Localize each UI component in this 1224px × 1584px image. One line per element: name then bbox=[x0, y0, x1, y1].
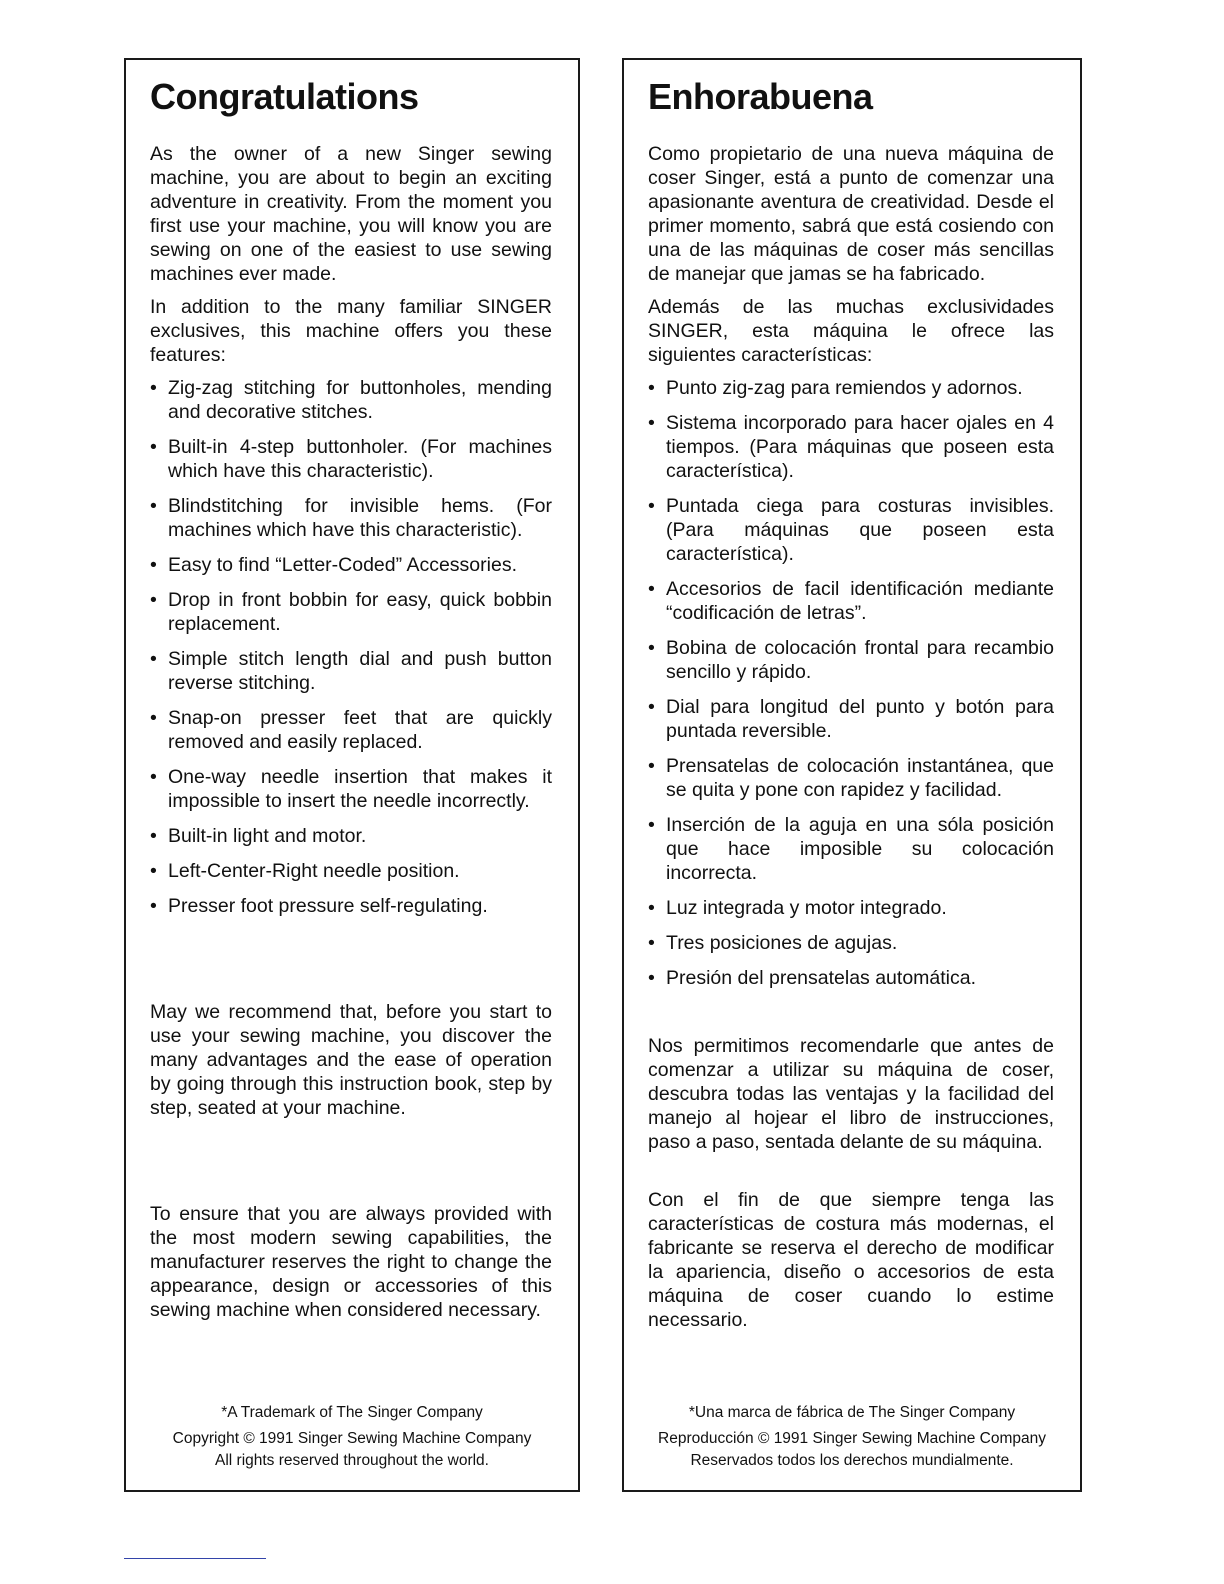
english-intro: As the owner of a new Singer sewing machine, you are about to begin an exciting adventure in creativity. From the moment you first use your machine, you will know you are sewing on one of the easiest to use sewing machines ever made. bbox=[150, 143, 552, 285]
english-reserved: All rights reserved throughout the world. bbox=[215, 1452, 489, 1469]
spanish-reserved: Reservados todos los derechos mundialmente. bbox=[690, 1452, 1014, 1469]
feature-item: • One-way needle insertion that makes it impossible to insert the needle incorrectly. bbox=[150, 765, 552, 813]
feature-item: • Prensatelas de colocación instantánea, que se quita y pone con rapidez y facilidad. bbox=[648, 754, 1054, 802]
spanish-copyright: Reproducción © 1991 Singer Sewing Machine Company bbox=[658, 1430, 1046, 1447]
feature-item: • Blindstitching for invisible hems. (For machines which have this characteristic). bbox=[150, 494, 552, 542]
feature-item: • Easy to find “Letter-Coded” Accessories. bbox=[150, 553, 552, 577]
feature-item: • Dial para longitud del punto y botón para puntada reversible. bbox=[648, 695, 1054, 743]
feature-item: • Accesorios de facil identificación mediante “codificación de letras”. bbox=[648, 577, 1054, 625]
feature-item: • Presser foot pressure self-regulating. bbox=[150, 894, 552, 918]
feature-item: • Puntada ciega para costuras invisibles. (Para máquinas que poseen esta característica). bbox=[648, 494, 1054, 566]
spanish-footer bbox=[624, 1400, 1080, 1470]
spanish-title: Enhorabuena bbox=[648, 76, 873, 117]
feature-item: • Punto zig-zag para remiendos y adornos. bbox=[648, 376, 1054, 400]
feature-item: • Bobina de colocación frontal para recambio sencillo y rápido. bbox=[648, 636, 1054, 684]
spanish-recommend: Nos permitimos recomendarle que antes de comenzar a utilizar su máquina de coser, descubra todas las ventajas y la facilidad del manejo al hojear el libro de instrucciones, paso a paso, sentada delante de su máquina. bbox=[648, 1035, 1054, 1153]
feature-item: • Tres posiciones de agujas. bbox=[648, 931, 1054, 955]
english-content bbox=[150, 76, 552, 1331]
feature-item: • Simple stitch length dial and push button reverse stitching. bbox=[150, 647, 552, 695]
english-recommend: May we recommend that, before you start to use your sewing machine, you discover the many advantages and the ease of operation by going through this instruction book, step by step, seated at your machine. bbox=[150, 1001, 552, 1119]
english-title: Congratulations bbox=[150, 76, 419, 117]
spanish-feature-list bbox=[648, 376, 1054, 990]
feature-item: • Sistema incorporado para hacer ojales en 4 tiempos. (Para máquinas que poseen esta característica). bbox=[648, 411, 1054, 483]
spanish-trademark: *Una marca de fábrica de The Singer Company bbox=[688, 1404, 1016, 1421]
spanish-content bbox=[648, 76, 1054, 1341]
feature-item: • Drop in front bobbin for easy, quick bobbin replacement. bbox=[150, 588, 552, 636]
english-copyright: Copyright © 1991 Singer Sewing Machine Company bbox=[172, 1430, 532, 1447]
english-rights: To ensure that you are always provided with the most modern sewing capabilities, the manufacturer reserves the right to change the appearance, design or accessories of this sewing machine when considered necessary. bbox=[150, 1203, 552, 1321]
bottom-rule bbox=[124, 1558, 266, 1559]
english-trademark: *A Trademark of The Singer Company bbox=[221, 1404, 483, 1421]
feature-item: • Luz integrada y motor integrado. bbox=[648, 896, 1054, 920]
feature-item: • Built-in light and motor. bbox=[150, 824, 552, 848]
english-panel bbox=[124, 58, 580, 1492]
english-footer bbox=[126, 1400, 578, 1470]
feature-item: • Left-Center-Right needle position. bbox=[150, 859, 552, 883]
english-feature-list bbox=[150, 376, 552, 918]
feature-item: • Built-in 4-step buttonholer. (For machines which have this characteristic). bbox=[150, 435, 552, 483]
spanish-intro: Como propietario de una nueva máquina de coser Singer, está a punto de comenzar una apasionante aventura de creatividad. Desde el primer momento, sabrá que está cosiendo con una de las máquinas de coser más sencillas de manejar que jamas se ha fabricado. bbox=[648, 143, 1054, 285]
english-features-intro: In addition to the many familiar SINGER exclusives, this machine offers you these features: bbox=[150, 296, 552, 366]
spanish-features-intro: Además de las muchas exclusividades SINGER, esta máquina le ofrece las siguientes características: bbox=[648, 296, 1054, 366]
feature-item: • Inserción de la aguja en una sóla posición que hace imposible su colocación incorrecta. bbox=[648, 813, 1054, 885]
spanish-panel bbox=[622, 58, 1082, 1492]
feature-item: • Presión del prensatelas automática. bbox=[648, 966, 1054, 990]
feature-item: • Snap-on presser feet that are quickly removed and easily replaced. bbox=[150, 706, 552, 754]
spanish-rights: Con el fin de que siempre tenga las características de costura más modernas, el fabricante se reserva el derecho de modificar la apariencia, diseño o accesorios de esta máquina de coser cuando lo estime necessario. bbox=[648, 1189, 1054, 1331]
feature-item: • Zig-zag stitching for buttonholes, mending and decorative stitches. bbox=[150, 376, 552, 424]
